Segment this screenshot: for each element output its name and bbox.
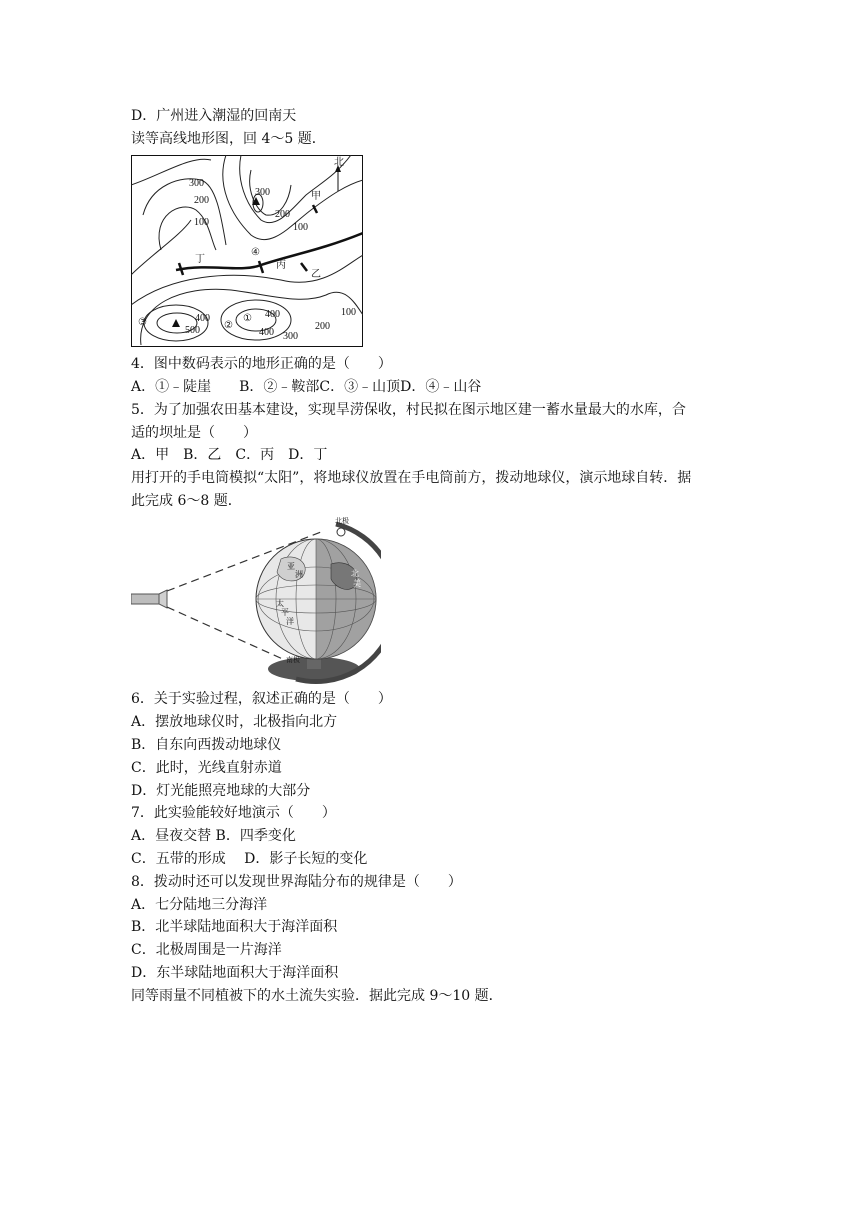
- contour-label: 400: [259, 327, 274, 338]
- globe-label: 北: [351, 569, 359, 578]
- section-intro-2-line-1: 用打开的手电筒模拟“太阳”，将地球仪放置在手电筒前方，拨动地球仪，演示地球自转．据: [131, 470, 692, 486]
- question-8: 8．拨动时还可以发现世界海陆分布的规律是（ ）: [131, 874, 462, 890]
- contour-label: 200: [315, 321, 330, 332]
- question-7: 7．此实验能较好地演示（ ）: [131, 805, 336, 821]
- question-6-option-b: B．自东向西拨动地球仪: [131, 737, 282, 753]
- question-6-option-a: A．摆放地球仪时，北极指向北方: [131, 714, 338, 730]
- contour-map: [131, 155, 363, 347]
- question-6: 6．关于实验过程，叙述正确的是（ ）: [131, 691, 392, 707]
- contour-label: 300: [255, 187, 270, 198]
- question-5-line-2: 适的坝址是（ ）: [131, 425, 257, 441]
- globe-illustration: [131, 514, 381, 692]
- question-8-option-a: A．七分陆地三分海洋: [131, 897, 268, 913]
- question-8-option-b: B．北半球陆地面积大于海洋面积: [131, 919, 338, 935]
- globe-label: 太: [276, 599, 284, 608]
- contour-label: 100: [293, 222, 308, 233]
- marker-2: ②: [224, 320, 233, 331]
- globe-figure: [131, 514, 381, 692]
- site-yi: 乙: [311, 269, 321, 280]
- contour-label: 300: [189, 178, 204, 189]
- question-4-options: A．①﹣陡崖 B．②﹣鞍部C．③﹣山顶D．④﹣山谷: [131, 379, 482, 395]
- contour-label: 500: [185, 325, 200, 336]
- globe-label: 洋: [286, 617, 294, 626]
- globe-label: 平: [281, 608, 289, 617]
- south-pole-label: 南极: [286, 656, 300, 664]
- contour-label: 100: [194, 217, 209, 228]
- question-8-option-d: D．东半球陆地面积大于海洋面积: [131, 965, 339, 981]
- north-label: 北: [334, 157, 344, 168]
- contour-label: 200: [275, 209, 290, 220]
- question-8-option-c: C．北极周围是一片海洋: [131, 942, 282, 958]
- question-6-option-c: C．此时，光线直射赤道: [131, 760, 282, 776]
- contour-label: 200: [194, 195, 209, 206]
- globe-label: 亚: [287, 562, 295, 571]
- contour-label: 100: [341, 307, 356, 318]
- question-7-options-cd: C．五带的形成 D．影子长短的变化: [131, 851, 368, 867]
- globe-label: 洲: [295, 570, 303, 579]
- marker-3: ③: [138, 317, 147, 328]
- marker-4: ④: [251, 247, 260, 258]
- section-intro-2-line-2: 此完成 6～8 题．: [131, 493, 242, 509]
- contour-map-figure: [131, 155, 363, 347]
- north-pole-label: 北极: [335, 517, 349, 525]
- site-bing: 丙: [276, 260, 286, 271]
- globe-label: 美: [353, 579, 361, 588]
- section-intro-3: 同等雨量不同植被下的水土流失实验．据此完成 9～10 题．: [131, 988, 503, 1004]
- contour-label: 400: [195, 313, 210, 324]
- section-intro: 读等高线地形图，回 4～5 题．: [131, 131, 326, 147]
- site-ding: 丁: [195, 254, 205, 265]
- marker-1: ①: [243, 313, 252, 324]
- contour-label: 400: [265, 309, 280, 320]
- site-jia: 甲: [311, 191, 321, 202]
- flashlight-icon: [131, 594, 159, 604]
- question-4: 4．图中数码表示的地形正确的是（ ）: [131, 356, 392, 372]
- question-5-line-1: 5．为了加强农田基本建设，实现旱涝保收，村民拟在图示地区建一蓄水量最大的水库，合: [131, 402, 686, 418]
- question-5-options: A．甲 B．乙 C．丙 D．丁: [131, 447, 328, 463]
- contour-label: 300: [283, 331, 298, 342]
- question-7-options-ab: A．昼夜交替 B．四季变化: [131, 828, 296, 844]
- answer-line: D．广州进入潮湿的回南天: [131, 108, 297, 124]
- question-6-option-d: D．灯光能照亮地球的大部分: [131, 783, 311, 799]
